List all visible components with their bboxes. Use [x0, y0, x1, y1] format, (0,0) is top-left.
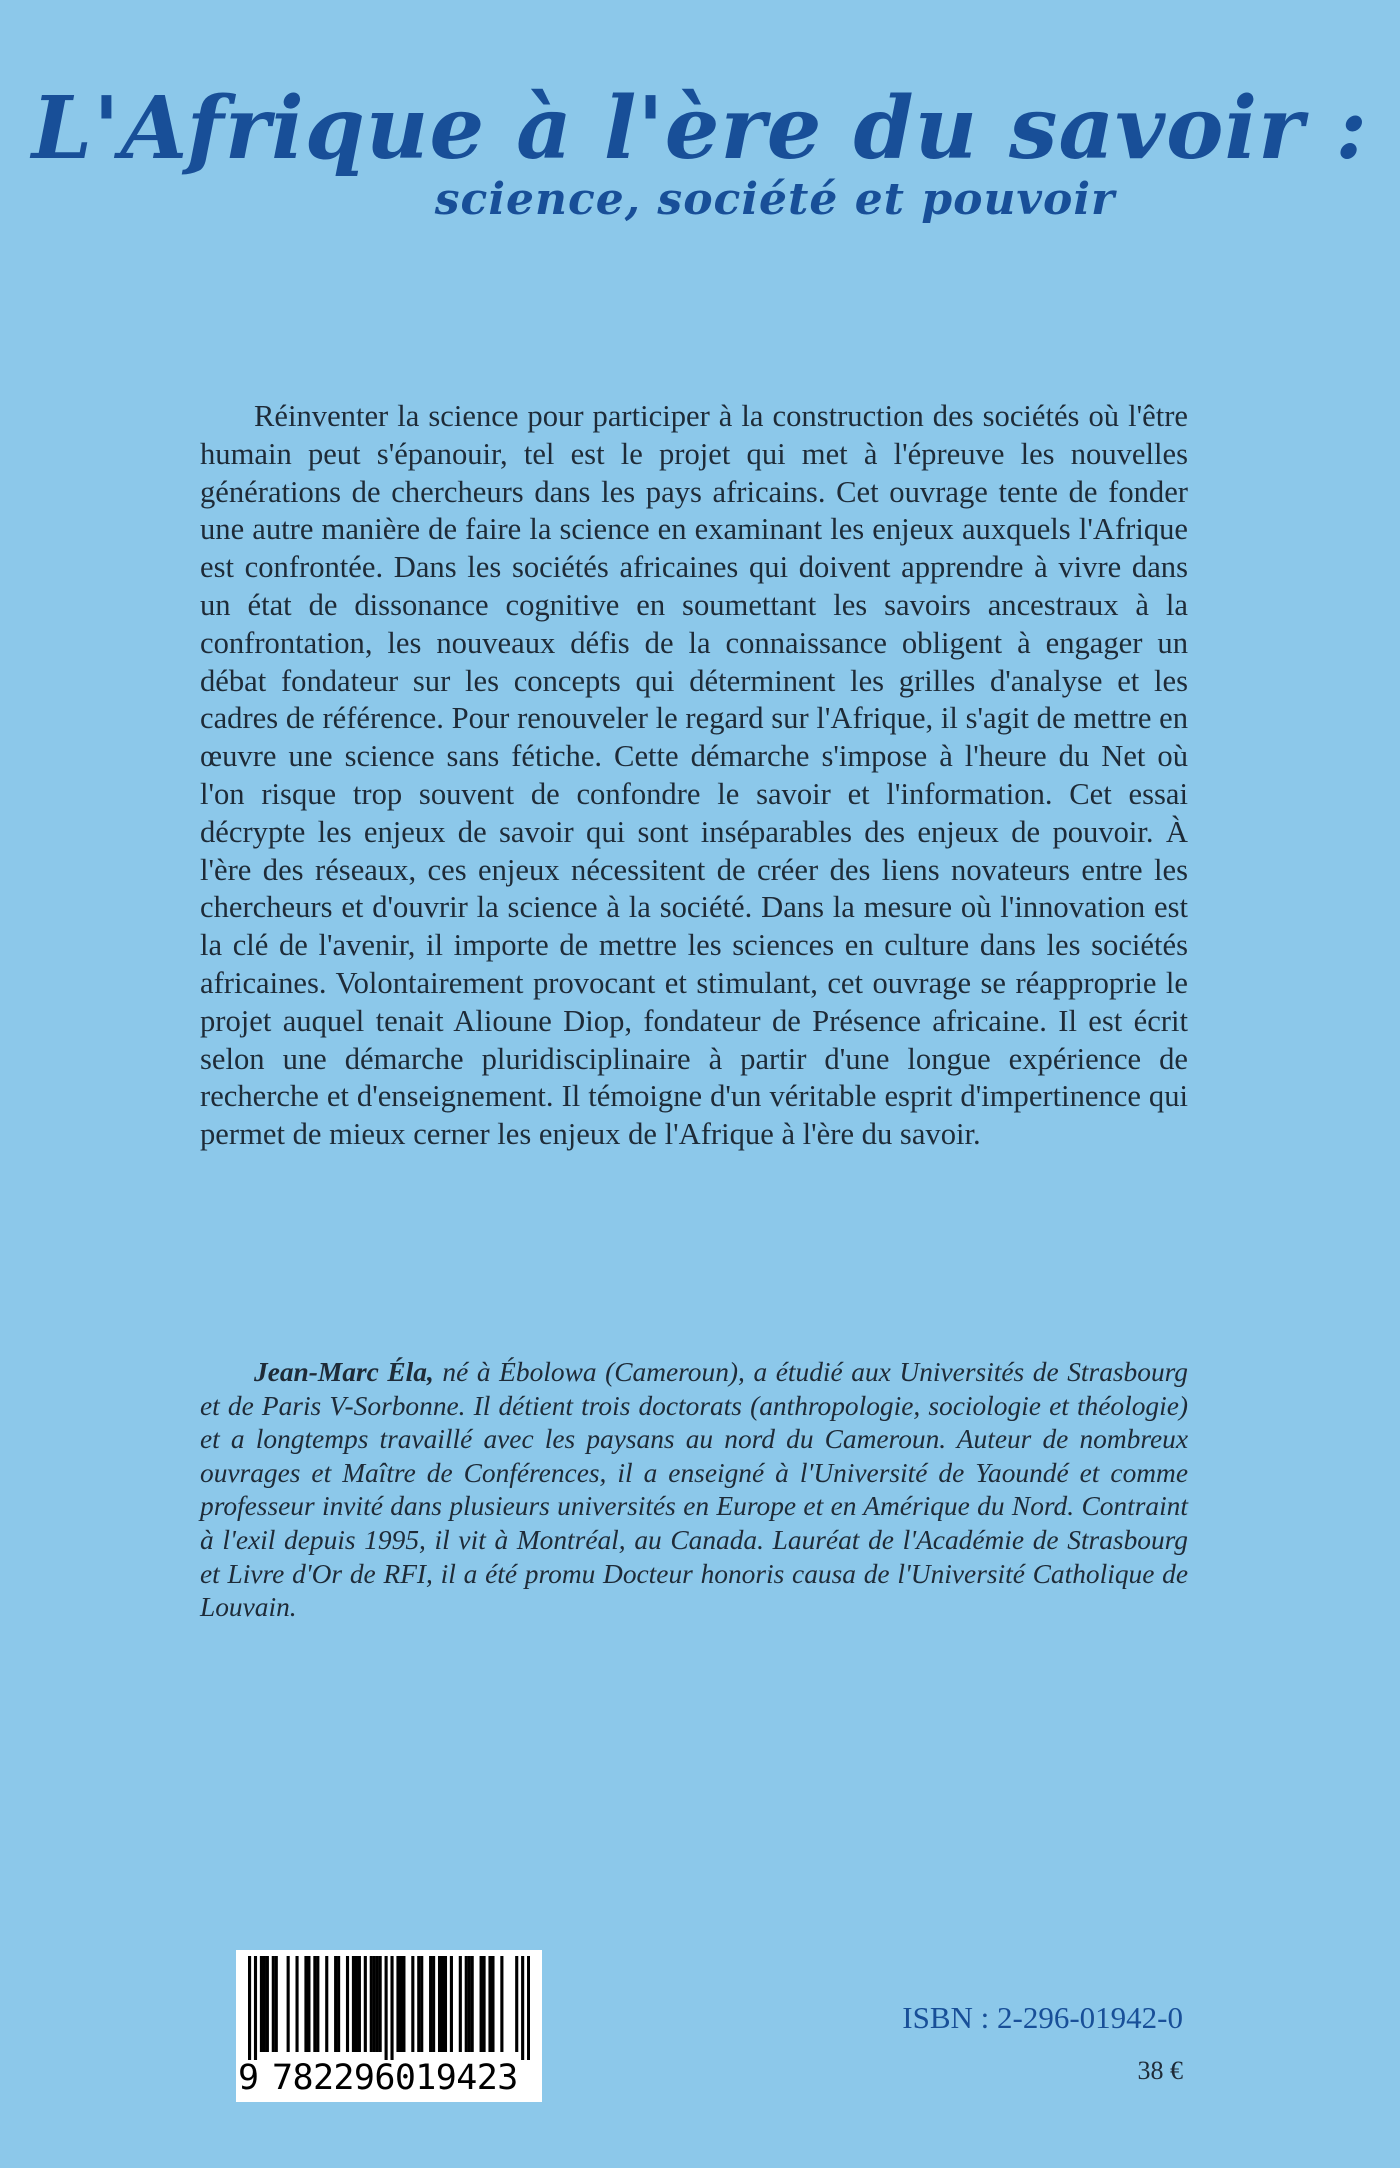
barcode-bar [355, 1956, 358, 2052]
barcode-bar [411, 1956, 414, 2052]
barcode-bar [459, 1956, 462, 2052]
barcode-bar [399, 1956, 402, 2052]
barcode-bar [266, 1956, 269, 2052]
barcode-bar [263, 1956, 266, 2052]
barcode-bar [515, 1956, 518, 2052]
barcode-bar [373, 1956, 376, 2052]
barcode-first-digit: 9 [238, 2058, 260, 2098]
barcode-bar [417, 1956, 420, 2052]
barcode-bar [275, 1956, 278, 2052]
barcode-bar [325, 1956, 328, 2052]
barcode-bar [307, 1956, 310, 2052]
barcode-bar [390, 1956, 393, 2060]
barcode-bar [272, 1956, 275, 2052]
barcode-bar [316, 1956, 319, 2052]
barcode-bar [370, 1956, 373, 2052]
barcode-bar [468, 1956, 471, 2052]
barcode-bar [376, 1956, 379, 2052]
barcode-bar [396, 1956, 399, 2052]
barcode-bar [379, 1956, 382, 2052]
barcode-bar [254, 1956, 257, 2060]
barcode-bars [248, 1956, 530, 2060]
barcode-bar [304, 1956, 307, 2052]
barcode-bar [385, 1956, 388, 2060]
barcode-bar [480, 1956, 483, 2052]
barcode-bar [402, 1956, 405, 2052]
barcode-bar [295, 1956, 298, 2052]
isbn: ISBN : 2-296-01942-0 [902, 2000, 1183, 2035]
barcode-number: 782296019423 [272, 2058, 518, 2098]
book-subtitle: science, société et pouvoir [434, 174, 1116, 225]
barcode-bar [334, 1956, 337, 2052]
barcode-bar [491, 1956, 494, 2052]
author-name: Jean-Marc Éla, [254, 1357, 434, 1387]
barcode-bar [287, 1956, 290, 2052]
barcode-bar [352, 1956, 355, 2052]
barcode-bar [364, 1956, 367, 2052]
barcode-bar [500, 1956, 503, 2052]
barcode-bar [420, 1956, 423, 2052]
book-description: Réinventer la science pour participer à la construction des sociétés où l'être humain peut s'épanouir, tel est le projet qui met à l'épreuve les nouvelles générations de chercheurs dans les pays africains. Cet ouvrage tente de fonder une autre manière de faire la science en examinant les enjeux auxquels l'Afrique est confrontée. Dans les sociétés africaines qui doivent apprendre à vivre dans un état de dissonance cognitive en soumettant les savoirs ancestraux à la confrontation, les nouveaux défis de la connaissance obligent à engager un débat fondateur sur les concepts qui déterminent les grilles d'analyse et les cadres de référence. Pour renouveler le regard sur l'Afrique, il s'agit de mettre en œuvre une science sans fétiche. Cette démarche s'impose à l'heure du Net où l'on risque trop souvent de confondre le savoir et l'information. Cet essai décrypte les enjeux de savoir qui sont inséparables des enjeux de pouvoir. À l'ère des réseaux, ces enjeux nécessitent de créer des liens novateurs entre les chercheurs et d'ouvrir la science à la société. Dans la mesure où l'innovation est la clé de l'avenir, il importe de mettre les sciences en culture dans les sociétés africaines. Volontairement provocant et stimulant, cet ouvrage se réapproprie le projet auquel tenait Alioune Diop, fondateur de Présence africaine. Il est écrit selon une démarche pluridisciplinaire à partir d'une longue expérience de recherche et d'enseignement. Il témoigne d'un véritable esprit d'impertinence qui permet de mieux cerner les enjeux de l'Afrique à l'ère du savoir. [200, 399, 1188, 1152]
book-title: L'Afrique à l'ère du savoir : [31, 78, 1369, 179]
barcode-bar [483, 1956, 486, 2052]
barcode-bar [450, 1956, 453, 2052]
barcode-bar [438, 1956, 441, 2052]
barcode-bar [465, 1956, 468, 2052]
barcode-bar [260, 1956, 263, 2052]
barcode-bar [521, 1956, 524, 2060]
barcode-digits [236, 2056, 542, 2100]
barcode-bar [432, 1956, 435, 2052]
barcode-bar [313, 1956, 316, 2052]
barcode-bar [441, 1956, 444, 2052]
barcode-bar [471, 1956, 474, 2052]
barcode-bar [488, 1956, 491, 2052]
price: 38 € [1137, 2056, 1183, 2085]
barcode [236, 1950, 542, 2102]
barcode-bar [346, 1956, 349, 2052]
author-bio-text: né à Ébolowa (Cameroun), a étudié aux Universités de Strasbourg et de Paris V-Sorbonne. Il détient trois doctorats (anthropologie, sociologie et théologie) et a longtemps travaillé avec les paysans au nord du Cameroun. Auteur de nombreux ouvrages et Maître de Conférences, il a enseigné à l'Université de Yaoundé et comme professeur invité dans plusieurs universités en Europe et en Amérique du Nord. Contraint à l'exil depuis 1995, il vit à Montréal, au Canada. Lauréat de l'Académie de Strasbourg et Livre d'Or de RFI, il a été promu Docteur honoris causa de l'Université Catholique de Louvain. [200, 1357, 1188, 1623]
barcode-bar [358, 1956, 361, 2052]
barcode-bar [444, 1956, 447, 2052]
barcode-bar [527, 1956, 530, 2060]
barcode-bar [248, 1956, 251, 2060]
barcode-bar [429, 1956, 432, 2052]
author-biography [200, 1356, 1188, 1625]
barcode-bar [337, 1956, 340, 2052]
